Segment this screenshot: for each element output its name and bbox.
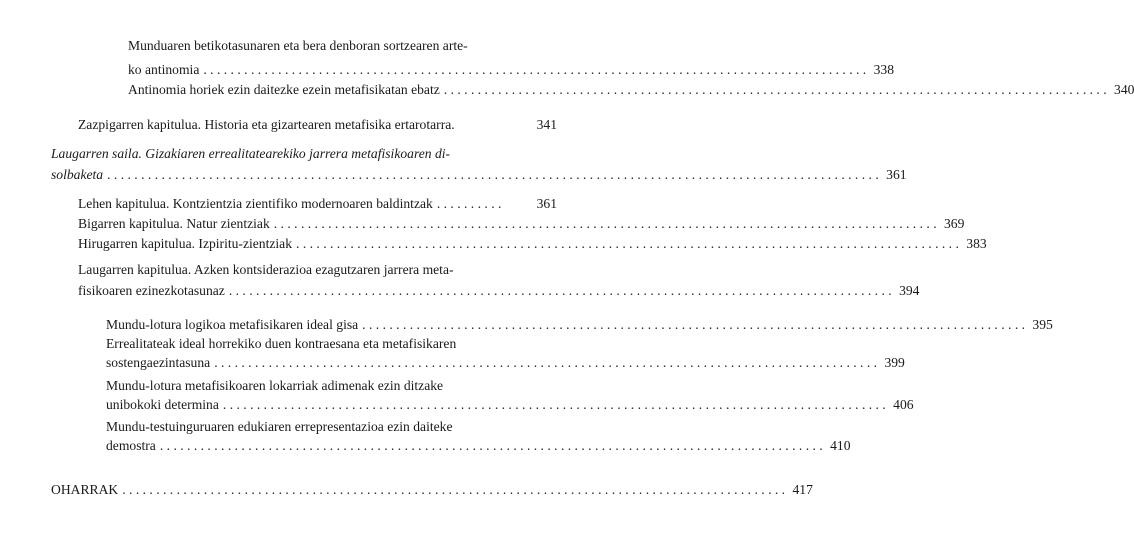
dot-leader: .................................................................................................. <box>222 397 890 412</box>
toc-entry[interactable] <box>106 317 1053 333</box>
toc-page-number: 394 <box>899 283 920 298</box>
toc-section-entry[interactable] <box>51 167 907 183</box>
toc-entry-text: fisikoaren ezinezkotasunaz <box>78 283 225 298</box>
dot-leader: .................................................................................................. <box>443 82 1111 97</box>
toc-page-number: 399 <box>884 355 905 370</box>
toc-entry-text: Mundu-testuinguruaren edukiaren errepresentazioa ezin daiteke <box>106 419 453 434</box>
toc-entry[interactable] <box>78 236 987 252</box>
toc-entry[interactable] <box>78 216 965 232</box>
toc-entry-text: unibokoki determina <box>106 397 219 412</box>
toc-entry[interactable] <box>51 482 813 498</box>
toc-page-number: 340 <box>1114 82 1134 97</box>
toc-section-text: solbaketa <box>51 167 104 182</box>
dot-leader: .......... <box>436 196 505 211</box>
toc-entry-text: Laugarren kapitulua. Azken kontsiderazioa ezagutzaren jarrera meta- <box>78 262 454 277</box>
dot-leader: .................................................................................................. <box>273 216 940 231</box>
toc-entry-text: Antinomia horiek ezin daitezke ezein metafisikatan ebatz <box>128 82 440 97</box>
toc-section-text: Laugarren saila. Gizakiaren errealitatearekiko jarrera metafisikoaren di- <box>51 146 451 161</box>
toc-entry-text: demostra <box>106 438 156 453</box>
toc-entry-text: Hirugarren kapitulua. Izpiritu-zientziak <box>78 236 293 251</box>
dot-leader: .................................................................................................. <box>362 317 1029 332</box>
toc-page-number: 417 <box>792 482 813 497</box>
dot-leader: .................................................................................................. <box>159 438 827 453</box>
toc-entry[interactable] <box>128 62 894 78</box>
dot-leader: .................................................................................................. <box>203 62 870 77</box>
dot-leader: .................................................................................................. <box>228 283 896 298</box>
toc-page-number: 338 <box>873 62 894 77</box>
toc-entry[interactable] <box>78 283 920 299</box>
toc-page-number: 361 <box>886 167 907 182</box>
dot-leader: .................................................................................................. <box>122 482 789 497</box>
toc-entry-text: Errealitateak ideal horrekiko duen kontraesana eta metafisikaren <box>106 336 457 351</box>
toc-entry-text: Mundu-lotura logikoa metafisikaren ideal gisa <box>106 317 359 332</box>
toc-page-number: 410 <box>830 438 851 453</box>
toc-entry[interactable] <box>106 397 914 413</box>
toc-entry-text: OHARRAK <box>51 482 119 497</box>
toc-page-number: 341 <box>536 117 557 132</box>
toc-entry[interactable] <box>106 355 905 371</box>
toc-entry-text: Mundu-lotura metafisikoaren lokarriak adimenak ezin ditzake <box>106 378 444 393</box>
toc-entry-text: Munduaren betikotasunaren eta bera denboran sortzearen arte- <box>128 38 468 53</box>
toc-entry-text: ko antinomia <box>128 62 200 77</box>
toc-entry[interactable] <box>128 82 1134 98</box>
toc-entry[interactable] <box>78 117 557 133</box>
toc-page-number: 383 <box>966 236 987 251</box>
toc-entry-text: Bigarren kapitulua. Natur zientziak <box>78 216 270 231</box>
dot-leader: .................................................................................................. <box>214 355 881 370</box>
toc-entry[interactable] <box>78 196 557 212</box>
dot-leader: .................................................................................................. <box>296 236 963 251</box>
toc-page-number: 395 <box>1032 317 1053 332</box>
toc-entry-text: sostengaezintasuna <box>106 355 211 370</box>
toc-page-number: 361 <box>536 196 557 211</box>
toc-entry[interactable] <box>106 438 851 454</box>
toc-entry-text: Lehen kapitulua. Kontzientzia zientifiko modernoaren baldintzak <box>78 196 433 211</box>
toc-page-number: 406 <box>893 397 914 412</box>
toc-entry-text: Zazpigarren kapitulua. Historia eta gizartearen metafisika ertarotarra. <box>78 117 455 132</box>
toc-page-number: 369 <box>944 216 965 231</box>
dot-leader: .................................................................................................................. <box>107 167 883 182</box>
